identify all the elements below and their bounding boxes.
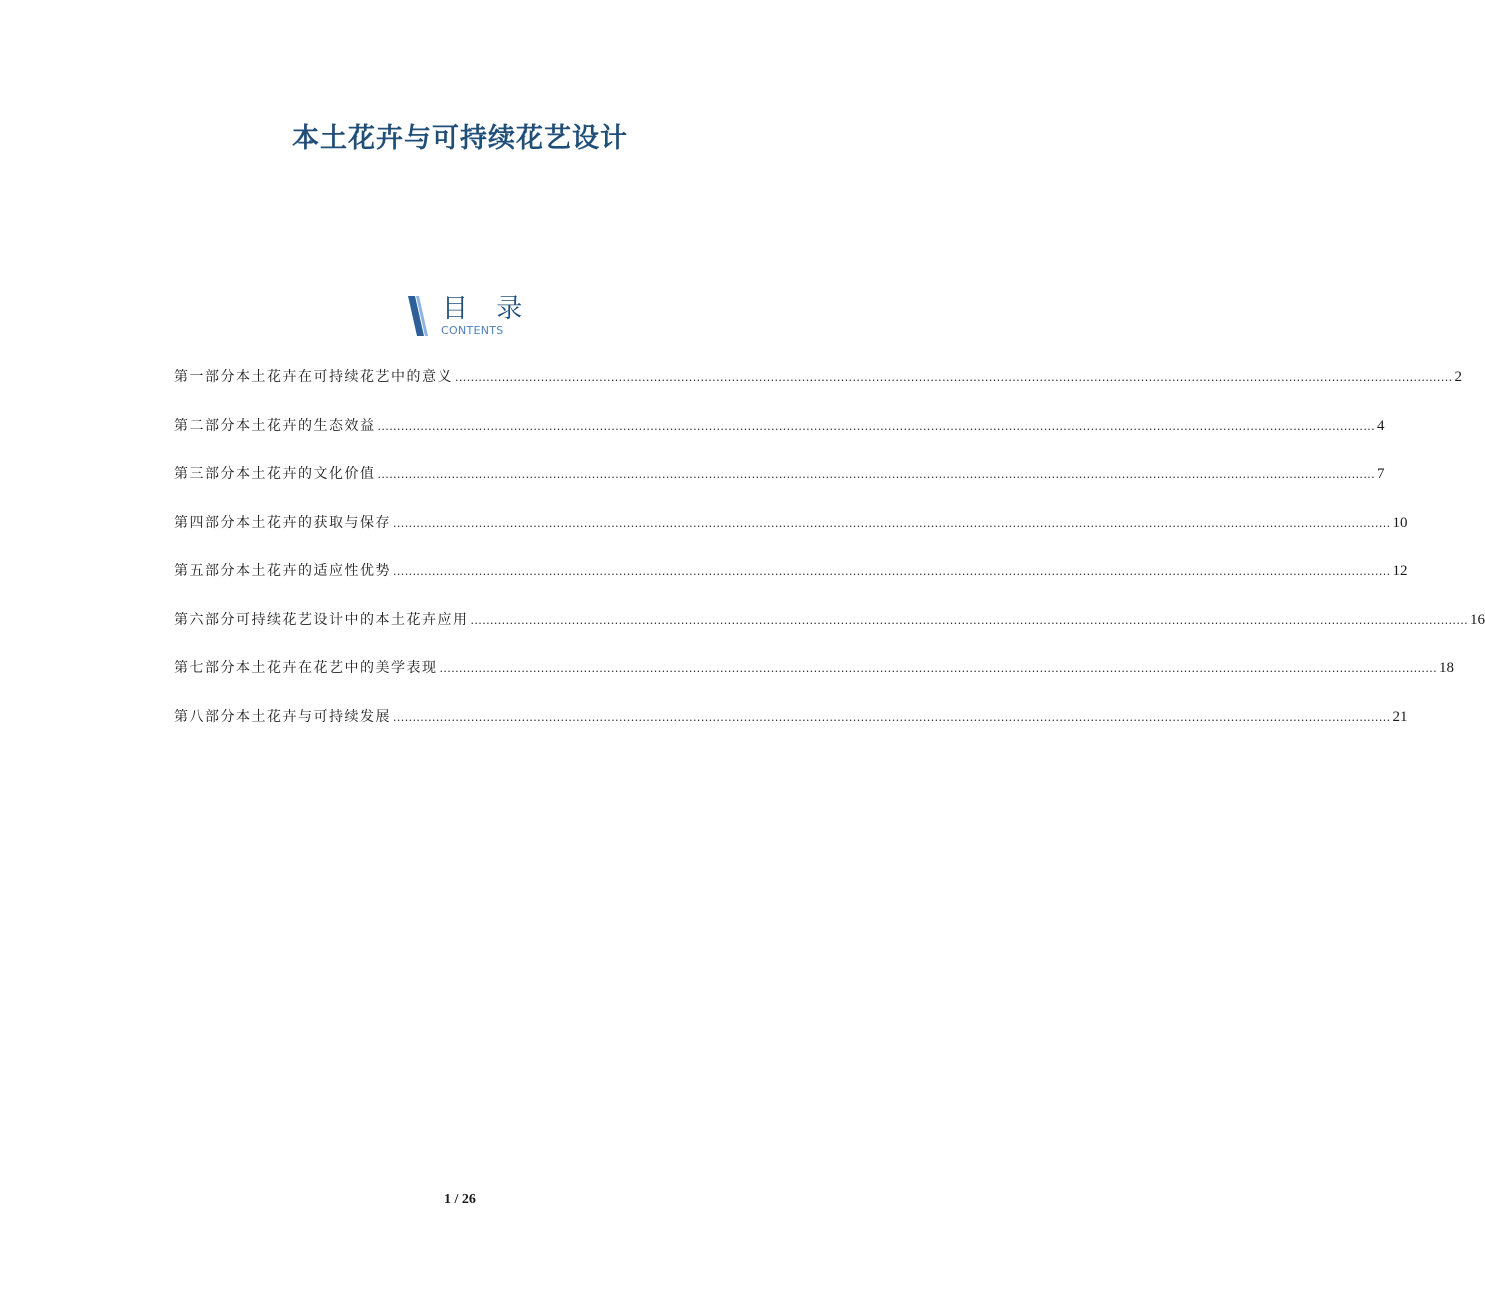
toc-entry-title: 本土花卉与可持续发展 (236, 708, 391, 725)
toc-page-number: 12 (1392, 563, 1408, 579)
document-title: 本土花卉与可持续花艺设计 (292, 123, 628, 154)
toc-leader-dots: ................................................................................................................................................................................................................................................................ (455, 371, 1453, 384)
toc-part-label: 第七部分 (174, 660, 236, 676)
toc-entry-6[interactable] (174, 609, 1485, 658)
toc-subheading: CONTENTS (441, 324, 504, 337)
toc-part-label: 第二部分 (174, 417, 236, 434)
toc-entry-4[interactable] (174, 512, 1408, 561)
toc-part-label: 第六部分 (174, 611, 236, 628)
toc-page-number: 7 (1377, 466, 1385, 482)
toc-entry-title: 本土花卉的文化价值 (236, 466, 376, 482)
toc-entry-title: 本土花卉在花艺中的美学表现 (236, 660, 438, 676)
toc-entry-title: 本土花卉的适应性优势 (236, 563, 391, 579)
toc-part-label: 第一部分 (174, 369, 236, 385)
toc-leader-dots: ................................................................................................................................................................................................................................................................ (393, 710, 1391, 724)
toc-entry-title: 本土花卉在可持续花艺中的意义 (236, 369, 453, 385)
toc-part-label: 第五部分 (174, 563, 236, 579)
toc-leader-dots: ................................................................................................................................................................................................................................................................ (377, 468, 1376, 481)
toc-header (406, 294, 533, 340)
toc-leader-dots: ................................................................................................................................................................................................................................................................ (439, 662, 1438, 675)
page-indicator: 1 / 26 (444, 1192, 476, 1207)
table-of-contents (174, 366, 1485, 754)
toc-page-number: 2 (1454, 369, 1463, 385)
toc-part-label: 第四部分 (174, 514, 236, 531)
toc-part-label: 第八部分 (174, 708, 236, 725)
toc-leader-dots: ................................................................................................................................................................................................................................................................ (393, 516, 1391, 530)
toc-entry-title: 本土花卉的获取与保存 (236, 514, 391, 531)
toc-leader-dots: ................................................................................................................................................................................................................................................................ (377, 419, 1376, 433)
toc-page-number: 4 (1377, 417, 1385, 434)
toc-entry-title: 可持续花艺设计中的本土花卉应用 (236, 611, 469, 628)
toc-page-number: 16 (1470, 611, 1485, 628)
toc-leader-dots: ................................................................................................................................................................................................................................................................ (470, 613, 1469, 627)
toc-part-label: 第三部分 (174, 466, 236, 482)
toc-entry-3[interactable] (174, 463, 1385, 512)
toc-page-number: 21 (1392, 708, 1408, 725)
toc-entry-8[interactable] (174, 706, 1408, 755)
toc-entry-1[interactable] (174, 366, 1463, 415)
toc-entry-5[interactable] (174, 560, 1408, 609)
toc-slash-logo-icon (406, 294, 434, 338)
toc-leader-dots: ................................................................................................................................................................................................................................................................ (393, 565, 1391, 578)
toc-page-number: 18 (1439, 660, 1455, 676)
toc-page-number: 10 (1392, 514, 1408, 531)
toc-entry-2[interactable] (174, 415, 1385, 464)
toc-entry-7[interactable] (174, 657, 1455, 706)
toc-entry-title: 本土花卉的生态效益 (236, 417, 376, 434)
toc-heading: 目 录 (442, 294, 533, 324)
